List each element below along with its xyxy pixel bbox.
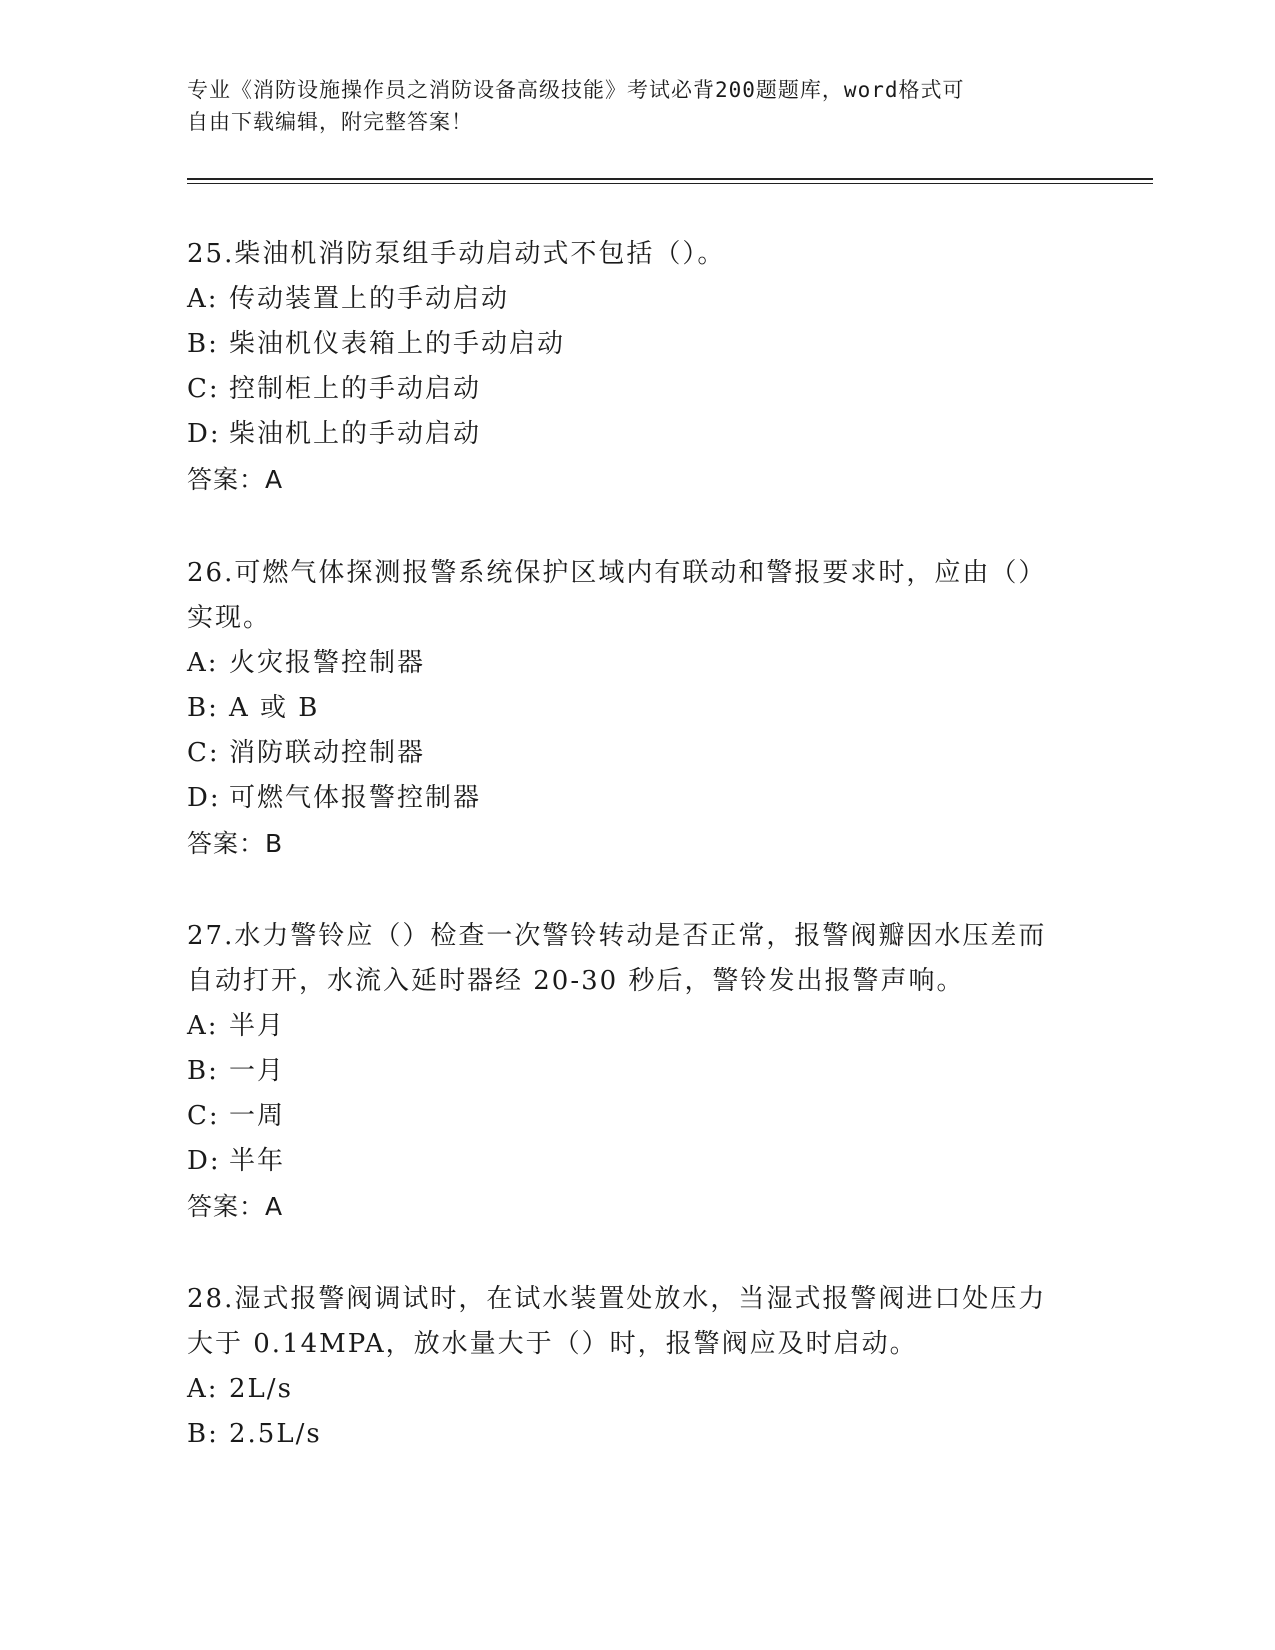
header-line: 自由下载编辑，附完整答案！	[187, 110, 473, 134]
answer-line: 答案：A	[187, 465, 284, 494]
option-d	[187, 776, 1087, 821]
option-c	[187, 367, 1087, 412]
option-text: 2L/s	[229, 1374, 293, 1404]
header-line: 专业《消防设施操作员之消防设备高级技能》考试必背200题题库，word格式可	[187, 78, 965, 102]
question-block	[187, 232, 1087, 502]
option-text: 一月	[229, 1056, 286, 1086]
option-b	[187, 322, 1087, 367]
question-line: 25.柴油机消防泵组手动启动式不包括（）。	[187, 239, 726, 269]
question-block	[187, 914, 1087, 1229]
question-block	[187, 551, 1087, 866]
option-key: C:	[187, 374, 220, 404]
option-a	[187, 277, 1087, 322]
option-text: A 或 B	[229, 693, 320, 723]
option-key: B:	[187, 1419, 219, 1449]
answer-line: 答案：A	[187, 1192, 284, 1221]
option-b	[187, 1049, 1087, 1094]
option-key: A:	[187, 648, 219, 678]
option-text: 半月	[229, 1011, 286, 1041]
question-text	[187, 551, 1087, 641]
question-block	[187, 1277, 1087, 1457]
option-key: D:	[187, 1146, 221, 1176]
option-text: 柴油机仪表箱上的手动启动	[229, 329, 566, 359]
option-a	[187, 1367, 1087, 1412]
option-c	[187, 731, 1087, 776]
option-text: 传动装置上的手动启动	[229, 284, 510, 314]
option-a	[187, 1004, 1087, 1049]
option-key: A:	[187, 1374, 219, 1404]
option-d	[187, 1139, 1087, 1184]
option-key: B:	[187, 693, 219, 723]
option-text: 柴油机上的手动启动	[229, 419, 482, 449]
question-text	[187, 914, 1087, 1004]
option-key: D:	[187, 419, 221, 449]
document-header	[187, 74, 1067, 138]
option-d	[187, 412, 1087, 457]
option-key: A:	[187, 284, 219, 314]
option-text: 控制柜上的手动启动	[229, 374, 482, 404]
option-key: B:	[187, 1056, 219, 1086]
option-key: B:	[187, 329, 219, 359]
question-line: 大于 0.14MPA，放水量大于（）时，报警阀应及时启动。	[187, 1329, 918, 1359]
answer-line: 答案：B	[187, 829, 284, 858]
option-text: 消防联动控制器	[229, 738, 426, 768]
option-key: D:	[187, 783, 221, 813]
header-divider	[187, 178, 1153, 180]
option-text: 火灾报警控制器	[229, 648, 426, 678]
question-text	[187, 1277, 1087, 1367]
option-c	[187, 1094, 1087, 1139]
question-line: 27.水力警铃应（）检查一次警铃转动是否正常，报警阀瓣因水压差而	[187, 921, 1047, 951]
option-text: 2.5L/s	[229, 1419, 322, 1449]
option-text: 可燃气体报警控制器	[229, 783, 482, 813]
question-text	[187, 232, 1087, 277]
option-a	[187, 641, 1087, 686]
question-line: 自动打开，水流入延时器经 20-30 秒后，警铃发出报警声响。	[187, 966, 965, 996]
option-b	[187, 1412, 1087, 1457]
option-key: A:	[187, 1011, 219, 1041]
option-key: C:	[187, 1101, 220, 1131]
option-text: 半年	[229, 1146, 286, 1176]
option-text: 一周	[229, 1101, 286, 1131]
option-b	[187, 686, 1087, 731]
header-divider	[187, 183, 1153, 184]
question-line: 26.可燃气体探测报警系统保护区域内有联动和警报要求时，应由（）	[187, 558, 1047, 588]
question-line: 28.湿式报警阀调试时，在试水装置处放水，当湿式报警阀进口处压力	[187, 1284, 1047, 1314]
option-key: C:	[187, 738, 220, 768]
question-line: 实现。	[187, 603, 272, 633]
